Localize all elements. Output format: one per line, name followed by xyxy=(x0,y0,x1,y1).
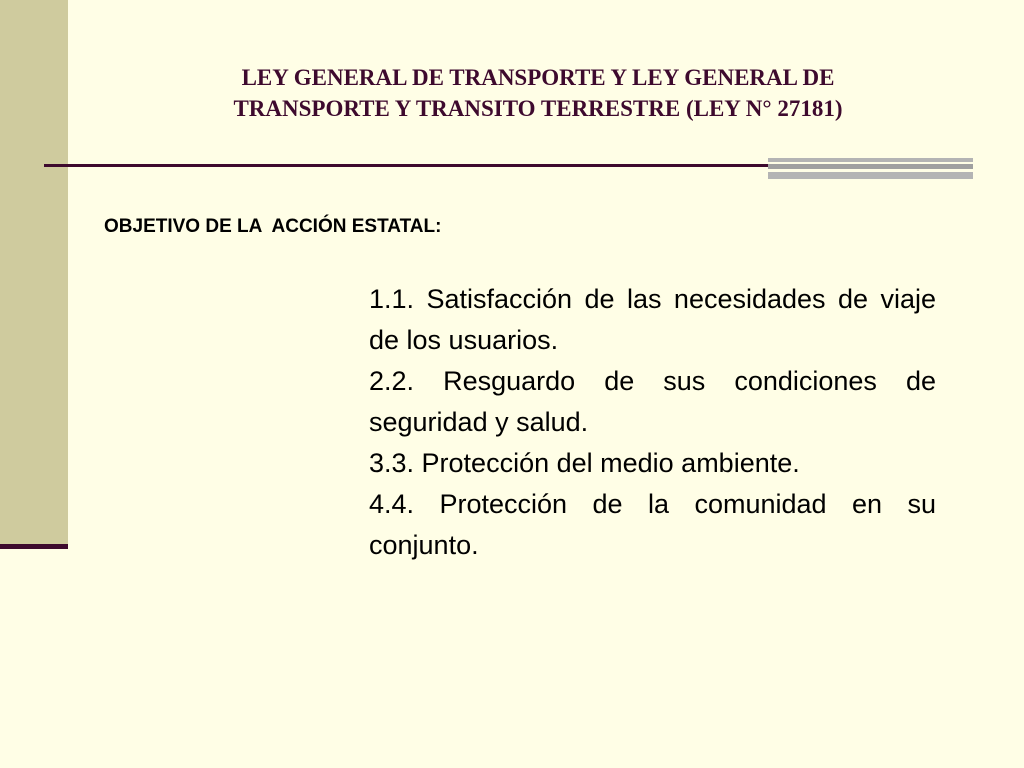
objective-item-4: 4.4. Protección de la comunidad en su conjunto. xyxy=(369,489,936,560)
title-divider-gray-accent xyxy=(768,158,973,179)
left-decorative-bar xyxy=(0,0,68,544)
slide-title xyxy=(100,62,976,124)
objective-item-2: 2.2. Resguardo de sus condiciones de seguridad y salud. xyxy=(369,366,936,437)
title-divider xyxy=(44,164,768,167)
left-accent-line xyxy=(0,544,68,549)
section-heading: OBJETIVO DE LA ACCIÓN ESTATAL: xyxy=(104,216,442,237)
objective-item-3: 3.3. Protección del medio ambiente. xyxy=(369,448,800,478)
title-line-2: TRANSPORTE Y TRANSITO TERRESTRE (LEY N° 27181) xyxy=(233,96,843,121)
title-line-1: LEY GENERAL DE TRANSPORTE Y LEY GENERAL DE xyxy=(241,65,835,90)
objectives-list xyxy=(369,279,936,566)
objective-item-1: 1.1. Satisfacción de las necesidades de viaje de los usuarios. xyxy=(369,284,936,355)
